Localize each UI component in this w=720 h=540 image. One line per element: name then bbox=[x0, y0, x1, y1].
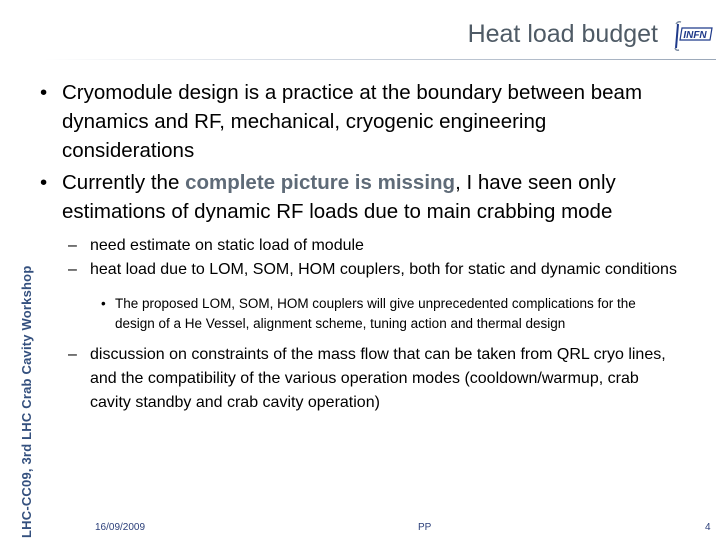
footer-author: PP bbox=[418, 522, 432, 533]
sub-item bbox=[38, 234, 678, 258]
dash-icon: – bbox=[68, 346, 77, 363]
title-divider bbox=[44, 59, 716, 60]
sidebar bbox=[0, 0, 40, 540]
sidebar-conference-label: LHC-CC09, 3rd LHC Crab Cavity Workshop bbox=[19, 265, 34, 538]
footer-page-number: 4 bbox=[705, 522, 711, 533]
dash-icon: – bbox=[68, 261, 77, 278]
sub-item-text: need estimate on static load of module bbox=[90, 237, 364, 254]
bullet-icon: • bbox=[40, 171, 48, 194]
bullet-text-prefix: Currently the bbox=[62, 171, 186, 194]
bullet-item bbox=[38, 168, 678, 226]
dot-icon: • bbox=[101, 296, 106, 311]
sub-item-text: discussion on constraints of the mass flow that can be taken from QRL cryo lines, and the compatibility of the various operation modes (cooldown/warmup, crab cavity standby and crab cavity operation) bbox=[90, 346, 666, 411]
footer-date: 16/09/2009 bbox=[95, 522, 146, 533]
slide-content bbox=[38, 78, 678, 415]
bullet-highlight: complete picture is missing bbox=[185, 171, 456, 194]
page-title: Heat load budget bbox=[467, 20, 658, 48]
bullet-icon: • bbox=[40, 81, 48, 104]
bullet-item bbox=[38, 78, 678, 165]
sub-sub-item-text: The proposed LOM, SOM, HOM couplers will give unprecedented complications for the design of a He Vessel, alignment scheme, tuning action and thermal design bbox=[115, 296, 636, 331]
sub-item bbox=[38, 343, 678, 415]
dash-icon: – bbox=[68, 237, 77, 254]
infn-logo-icon bbox=[672, 18, 714, 54]
bullet-text: Cryomodule design is a practice at the boundary between beam dynamics and RF, mechanical, cryogenic engineering considerations bbox=[62, 81, 643, 162]
sub-item bbox=[38, 258, 678, 282]
logo-text: INFN bbox=[683, 30, 707, 41]
sub-sub-item bbox=[38, 294, 678, 334]
sub-item-text: heat load due to LOM, SOM, HOM couplers, both for static and dynamic conditions bbox=[90, 261, 677, 278]
bullet-text-suffix: , I have seen only estimations of dynamic RF loads due to main crabbing mode bbox=[62, 171, 616, 223]
